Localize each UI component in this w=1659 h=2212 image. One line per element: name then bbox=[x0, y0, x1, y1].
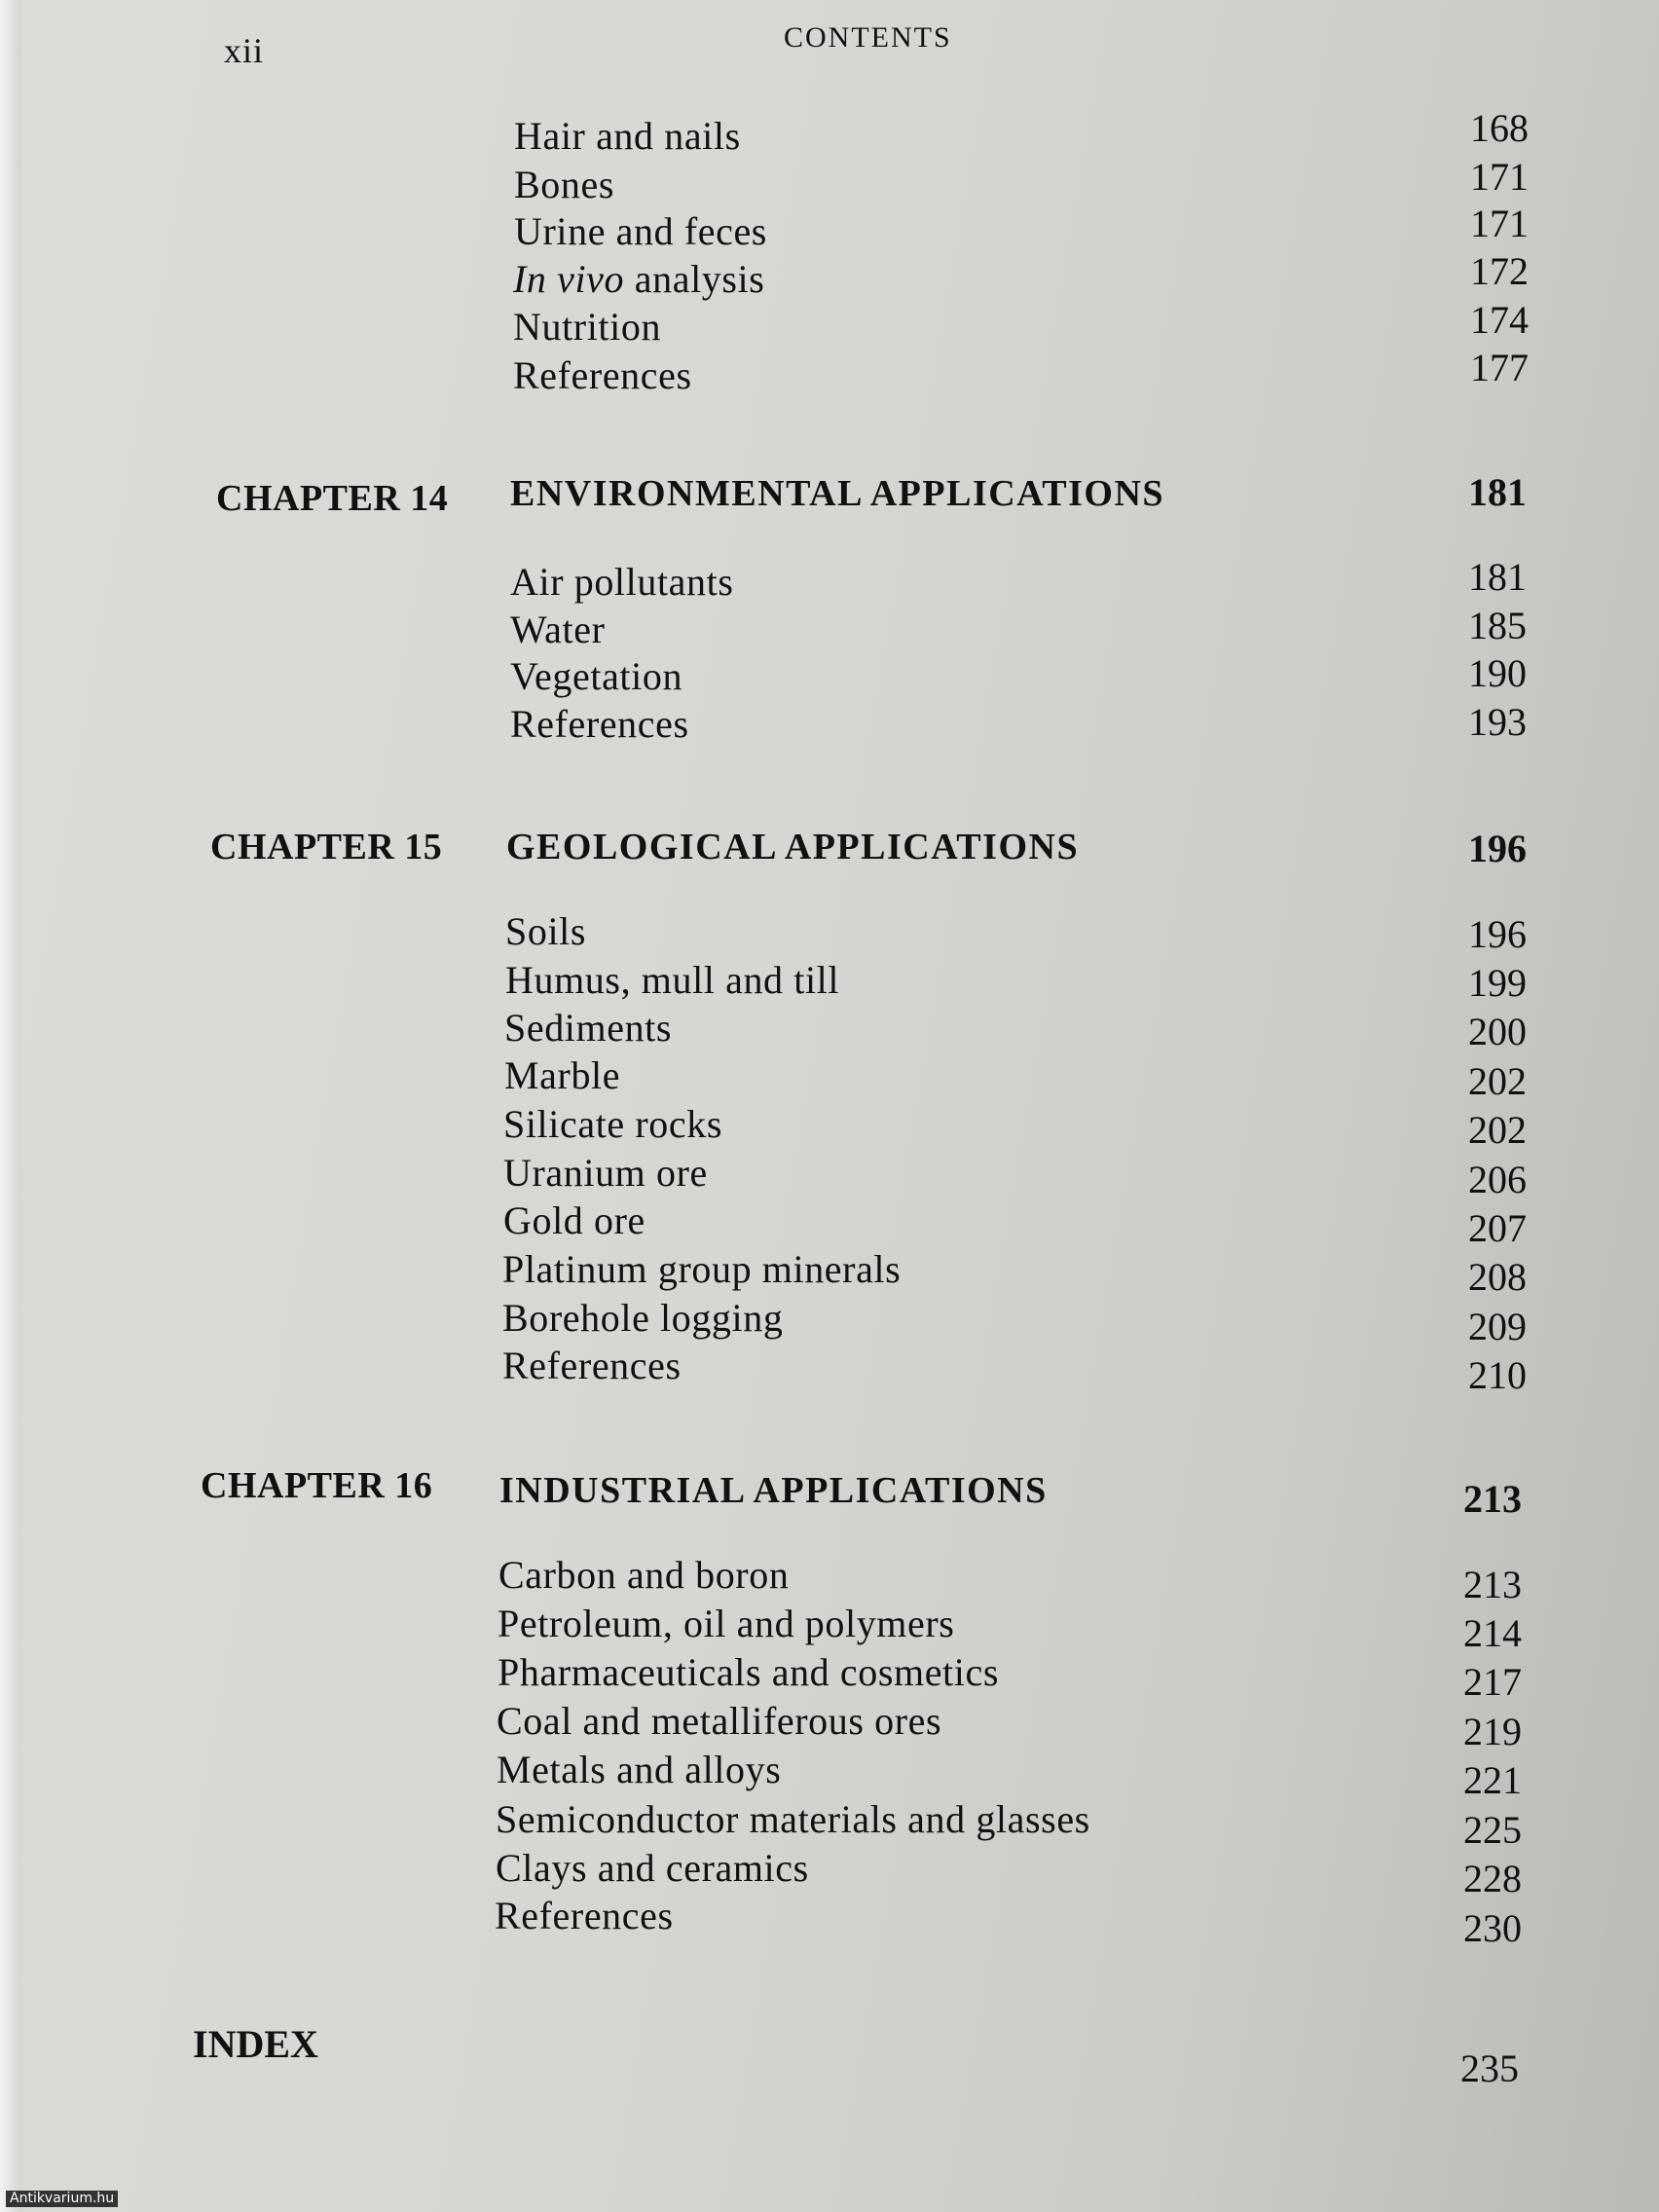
chapter-label: CHAPTER 14 bbox=[216, 478, 449, 519]
toc-entry-title: Air pollutants bbox=[510, 560, 734, 604]
toc-entry-title: Clays and ceramics bbox=[496, 1846, 809, 1890]
toc-entry-page: 181 bbox=[1468, 555, 1527, 599]
toc-entry-title: Pharmaceuticals and cosmetics bbox=[498, 1650, 999, 1694]
toc-entry-title-italic: In vivo bbox=[513, 257, 625, 301]
toc-entry-title: Soils bbox=[505, 909, 587, 953]
toc-entry-page: 172 bbox=[1470, 249, 1529, 293]
toc-entry-page: 190 bbox=[1468, 651, 1527, 695]
toc-entry-title: References bbox=[495, 1894, 674, 1937]
page-edge bbox=[0, 0, 21, 2212]
chapter-page: 213 bbox=[1463, 1477, 1522, 1521]
toc-entry-title: Borehole logging bbox=[502, 1296, 784, 1340]
toc-entry-title: Carbon and boron bbox=[498, 1553, 790, 1597]
toc-entry-page: 225 bbox=[1463, 1808, 1522, 1852]
toc-entry-page: 206 bbox=[1468, 1158, 1527, 1201]
toc-entry-page: 207 bbox=[1468, 1206, 1527, 1250]
toc-entry-title: Gold ore bbox=[503, 1198, 645, 1242]
toc-entry-title: Uranium ore bbox=[503, 1151, 708, 1195]
toc-entry-page: 171 bbox=[1470, 202, 1529, 245]
toc-entry-page: 185 bbox=[1468, 604, 1527, 647]
toc-entry-title: Petroleum, oil and polymers bbox=[498, 1602, 955, 1645]
toc-entry-page: 214 bbox=[1463, 1611, 1522, 1655]
toc-entry-page: 228 bbox=[1463, 1857, 1522, 1900]
toc-entry-title: References bbox=[502, 1344, 682, 1387]
toc-entry-title bbox=[513, 257, 765, 301]
chapter-label: CHAPTER 15 bbox=[210, 827, 443, 867]
toc-entry-page: 208 bbox=[1468, 1255, 1527, 1299]
toc-entry-title: Sediments bbox=[504, 1006, 673, 1050]
toc-entry-page: 230 bbox=[1463, 1906, 1522, 1950]
watermark: Antikvarium.hu bbox=[6, 2191, 118, 2207]
toc-entry-page: 196 bbox=[1468, 912, 1527, 956]
chapter-page: 181 bbox=[1468, 470, 1527, 514]
toc-entry-page: 210 bbox=[1468, 1353, 1527, 1397]
toc-entry-title-rest: analysis bbox=[624, 257, 765, 301]
chapter-title: ENVIRONMENTAL APPLICATIONS bbox=[510, 473, 1165, 514]
toc-entry-page: 202 bbox=[1468, 1108, 1527, 1152]
toc-entry-title: Bones bbox=[514, 163, 614, 206]
toc-entry-title: References bbox=[513, 353, 692, 397]
chapter-title: GEOLOGICAL APPLICATIONS bbox=[506, 827, 1080, 867]
toc-entry-title: Semiconductor materials and glasses bbox=[496, 1797, 1090, 1841]
toc-entry-page: 209 bbox=[1468, 1305, 1527, 1348]
toc-entry-title: References bbox=[510, 702, 689, 746]
toc-entry-title: Nutrition bbox=[513, 305, 662, 349]
toc-entry-page: 168 bbox=[1470, 106, 1529, 150]
index-label: INDEX bbox=[193, 2022, 318, 2066]
chapter-title: INDUSTRIAL APPLICATIONS bbox=[499, 1470, 1048, 1511]
index-page: 235 bbox=[1460, 2046, 1519, 2090]
toc-entry-page: 200 bbox=[1468, 1010, 1527, 1053]
toc-entry-page: 202 bbox=[1468, 1059, 1527, 1103]
toc-entry-title: Coal and metalliferous ores bbox=[497, 1699, 942, 1743]
toc-entry-title: Platinum group minerals bbox=[502, 1247, 902, 1291]
toc-entry-title: Vegetation bbox=[510, 654, 683, 698]
toc-entry-title: Humus, mull and till bbox=[505, 958, 840, 1002]
toc-entry-title: Urine and feces bbox=[514, 209, 767, 253]
toc-entry-page: 193 bbox=[1468, 700, 1527, 744]
toc-entry-page: 221 bbox=[1463, 1758, 1522, 1802]
toc-entry-title: Hair and nails bbox=[514, 114, 741, 158]
toc-entry-page: 177 bbox=[1470, 346, 1529, 389]
toc-entry-page: 217 bbox=[1463, 1660, 1522, 1704]
chapter-page: 196 bbox=[1468, 827, 1527, 870]
toc-entry-title: Metals and alloys bbox=[497, 1748, 782, 1791]
toc-entry-page: 219 bbox=[1463, 1710, 1522, 1753]
toc-entry-page: 174 bbox=[1470, 298, 1529, 342]
toc-entry-page: 199 bbox=[1468, 961, 1527, 1005]
toc-entry-page: 213 bbox=[1463, 1563, 1522, 1606]
toc-entry-page: 171 bbox=[1470, 155, 1529, 199]
running-header: CONTENTS bbox=[784, 21, 952, 54]
page-number: xii bbox=[224, 31, 265, 70]
toc-entry-title: Water bbox=[510, 608, 606, 651]
toc-entry-title: Silicate rocks bbox=[503, 1102, 723, 1146]
toc-entry-title: Marble bbox=[504, 1053, 621, 1097]
chapter-label: CHAPTER 16 bbox=[201, 1465, 433, 1506]
